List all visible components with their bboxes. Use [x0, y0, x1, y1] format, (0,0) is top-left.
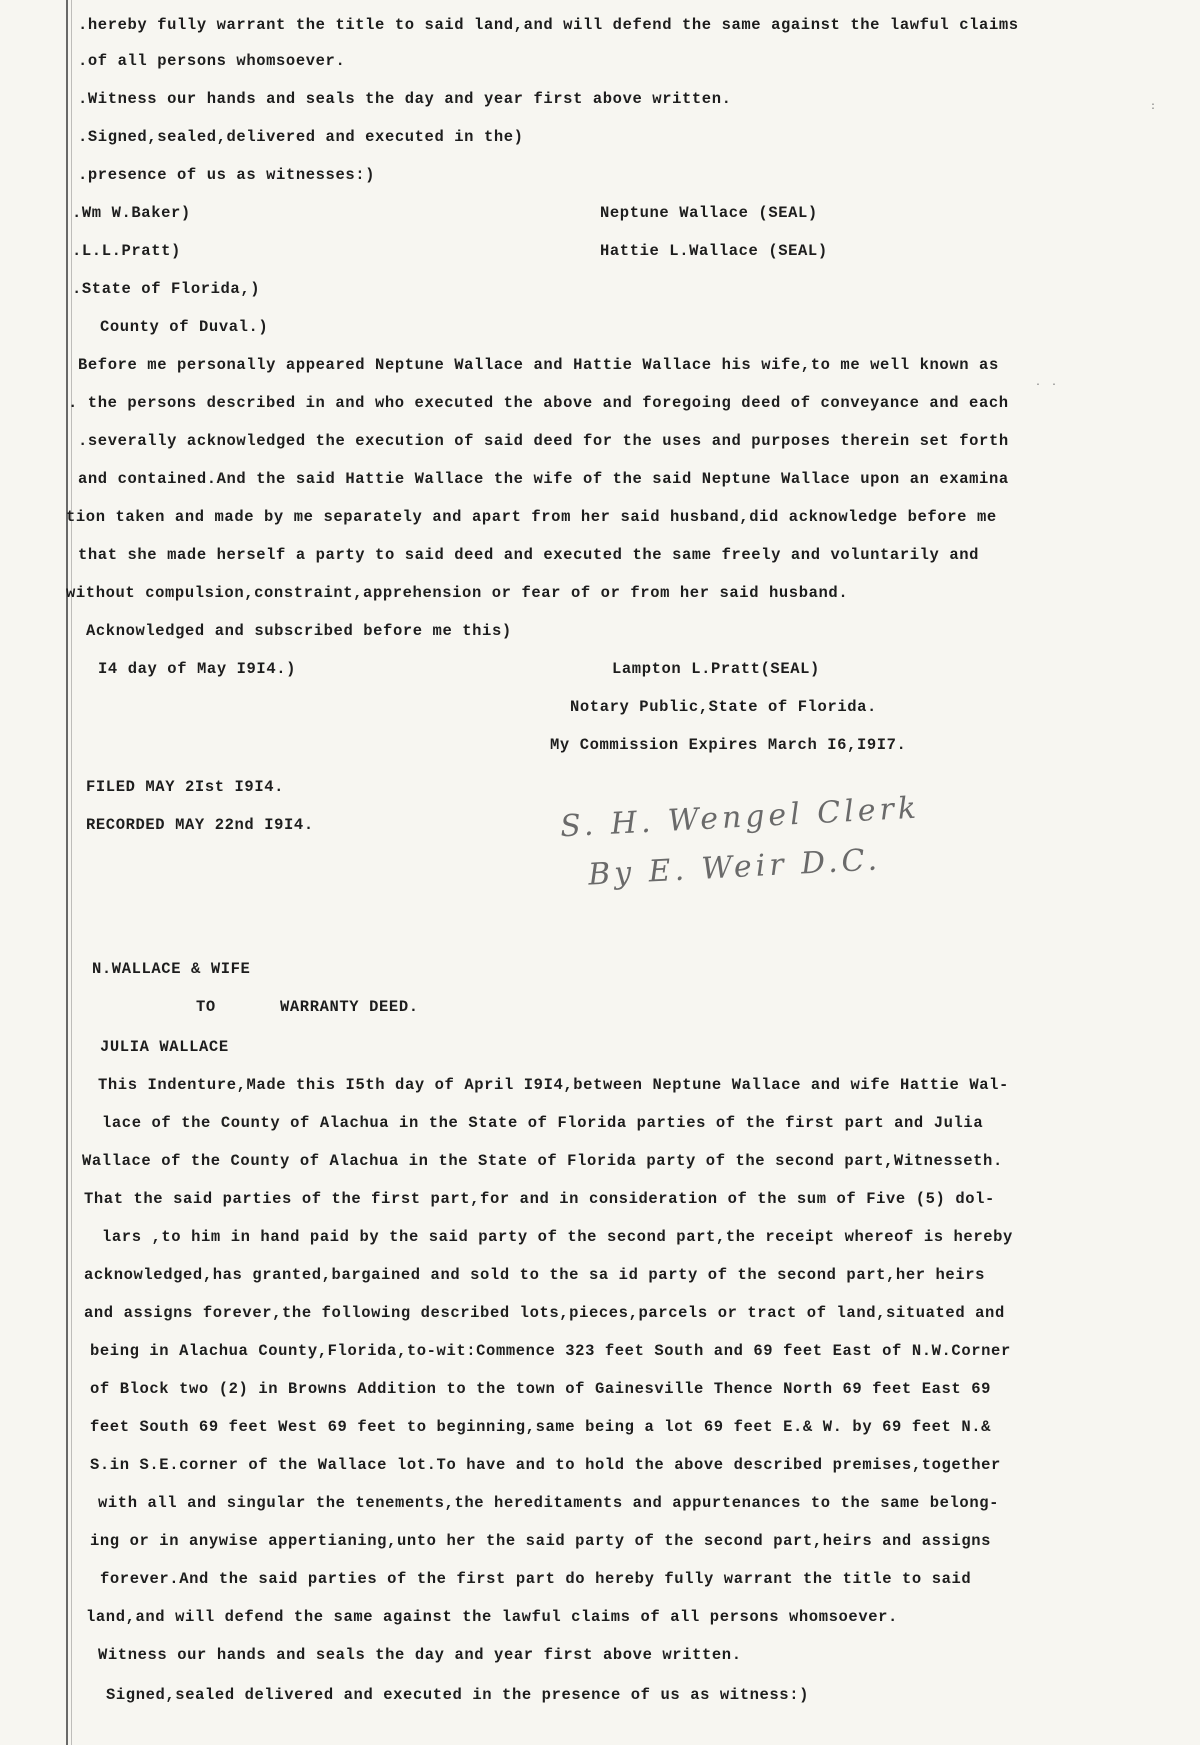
subscribed-line: Acknowledged and subscribed before me this)	[86, 622, 512, 640]
subscribed-date: I4 day of May I9I4.)	[98, 660, 297, 678]
recorded-date: RECORDED MAY 22nd I9I4.	[86, 816, 314, 834]
text-line: Before me personally appeared Neptune Wallace and Hattie Wallace his wife,to me well known as	[78, 356, 999, 374]
deed-to-label: TO	[196, 998, 216, 1016]
scan-speck: :	[1150, 102, 1159, 113]
notary-signature: Lampton L.Pratt(SEAL)	[612, 660, 820, 678]
text-line: .of all persons whomsoever.	[78, 52, 346, 70]
text-line: and assigns forever,the following described lots,pieces,parcels or tract of land,situated and	[84, 1304, 1005, 1322]
text-line: Witness our hands and seals the day and year first above written.	[98, 1646, 742, 1664]
text-line: That the said parties of the first part,for and in consideration of the sum of Five (5) dol-	[84, 1190, 995, 1208]
text-line: land,and will defend the same against the lawful claims of all persons whomsoever.	[86, 1608, 898, 1626]
text-line: of Block two (2) in Browns Addition to the town of Gainesville Thence North 69 feet East 69	[90, 1380, 992, 1398]
text-line: being in Alachua County,Florida,to-wit:Commence 323 feet South and 69 feet East of N.W.Corner	[90, 1342, 1011, 1360]
text-line: with all and singular the tenements,the hereditaments and appurtenances to the same belong-	[98, 1494, 1000, 1512]
text-line: Signed,sealed delivered and executed in the presence of us as witness:)	[106, 1686, 810, 1704]
venue-county: County of Duval.)	[100, 318, 269, 336]
text-line: lace of the County of Alachua in the State of Florida parties of the first part and Julia	[102, 1114, 984, 1132]
witness-name: .L.L.Pratt)	[72, 242, 181, 260]
text-line: .severally acknowledged the execution of said deed for the uses and purposes therein set forth	[78, 432, 1009, 450]
grantee-heading: JULIA WALLACE	[100, 1038, 229, 1056]
text-line: that she made herself a party to said deed and executed the same freely and voluntarily and	[78, 546, 980, 564]
notary-title: Notary Public,State of Florida.	[570, 698, 877, 716]
filed-date: FILED MAY 2Ist I9I4.	[86, 778, 285, 796]
grantor-signature: Hattie L.Wallace (SEAL)	[600, 242, 828, 260]
text-line: .Witness our hands and seals the day and year first above written.	[78, 90, 732, 108]
grantor-signature: Neptune Wallace (SEAL)	[600, 204, 818, 222]
text-line: .presence of us as witnesses:)	[78, 166, 376, 184]
venue-state: .State of Florida,)	[72, 280, 261, 298]
text-line: acknowledged,has granted,bargained and sold to the sa id party of the second part,her heirs	[84, 1266, 986, 1284]
margin-rule	[66, 0, 68, 1745]
witness-name: .Wm W.Baker)	[72, 204, 191, 222]
text-line: .hereby fully warrant the title to said land,and will defend the same against the lawful claims	[78, 16, 1019, 34]
text-line: S.in S.E.corner of the Wallace lot.To have and to hold the above described premises,together	[90, 1456, 1001, 1474]
text-line: This Indenture,Made this I5th day of April I9I4,between Neptune Wallace and wife Hattie Wal-	[98, 1076, 1009, 1094]
scan-speck: . .	[1035, 378, 1060, 389]
text-line: ing or in anywise appertianing,unto her the said party of the second part,heirs and assigns	[90, 1532, 992, 1550]
deputy-clerk-signature: By E. Weir D.C.	[587, 842, 882, 893]
text-line: forever.And the said parties of the first part do hereby fully warrant the title to said	[100, 1570, 972, 1588]
text-line: . the persons described in and who executed the above and foregoing deed of conveyance and each	[68, 394, 1009, 412]
text-line: tion taken and made by me separately and apart from her said husband,did acknowledge before me	[66, 508, 997, 526]
grantor-heading: N.WALLACE & WIFE	[92, 960, 251, 978]
clerk-signature: S. H. Wengel Clerk	[559, 790, 921, 845]
text-line: .Signed,sealed,delivered and executed in the)	[78, 128, 524, 146]
commission-expiry: My Commission Expires March I6,I9I7.	[550, 736, 907, 754]
deed-title: WARRANTY DEED.	[280, 998, 419, 1016]
text-line: feet South 69 feet West 69 feet to beginning,same being a lot 69 feet E.& W. by 69 feet N.&	[90, 1418, 992, 1436]
text-line: Wallace of the County of Alachua in the State of Florida party of the second part,Witnesseth.	[82, 1152, 1003, 1170]
text-line: and contained.And the said Hattie Wallace the wife of the said Neptune Wallace upon an examina	[78, 470, 1009, 488]
text-line: without compulsion,constraint,apprehension or fear of or from her said husband.	[66, 584, 849, 602]
text-line: lars ,to him in hand paid by the said party of the second part,the receipt whereof is hereby	[102, 1228, 1013, 1246]
margin-rule-inner	[71, 0, 72, 1745]
